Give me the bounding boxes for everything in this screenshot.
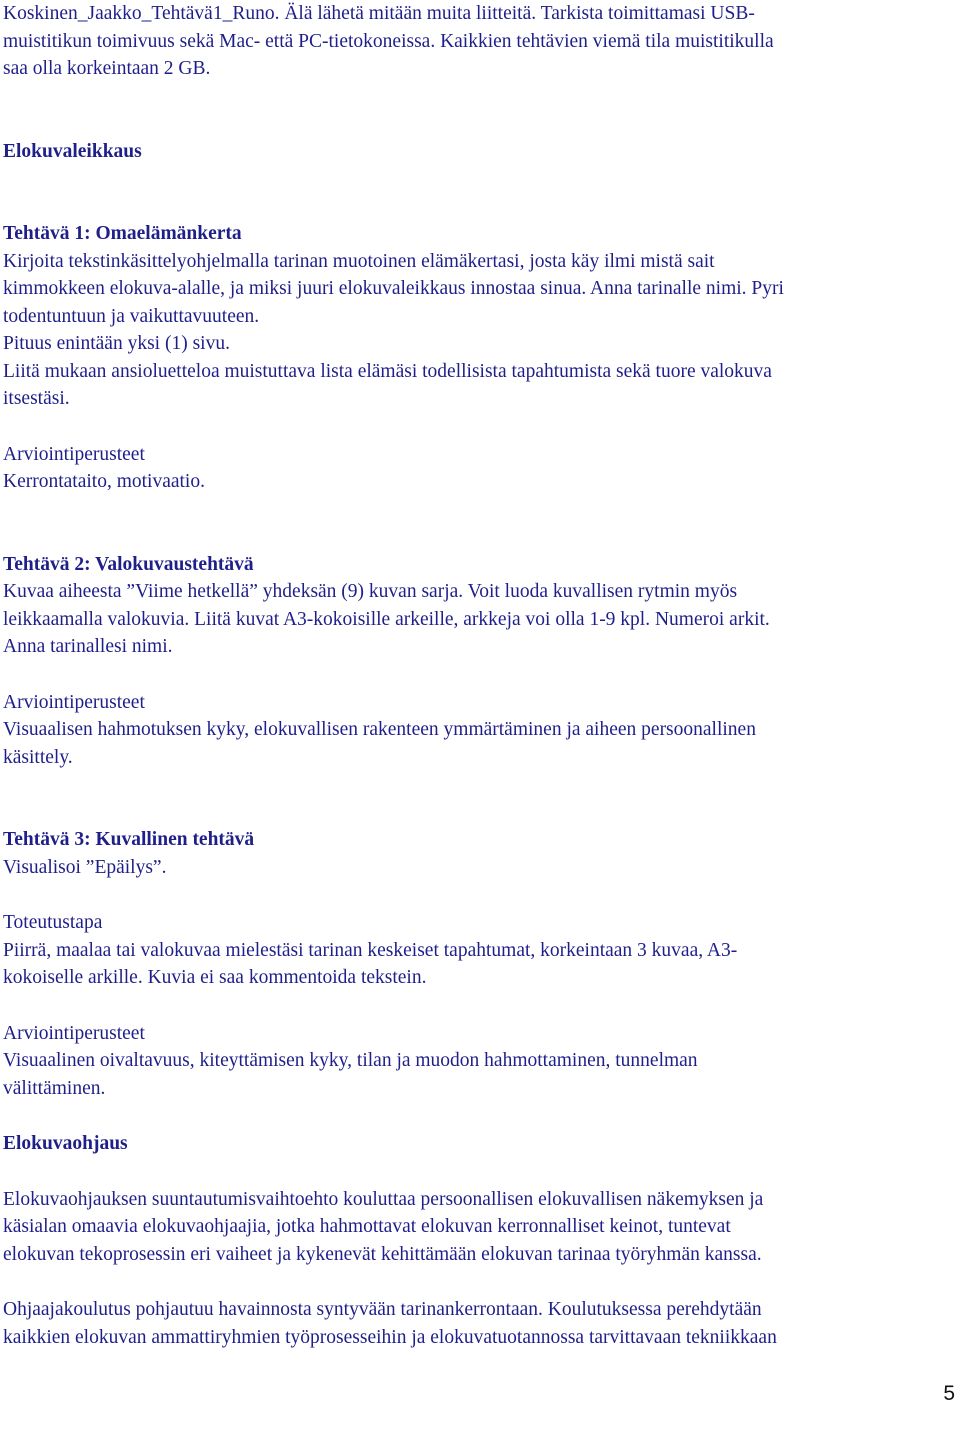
document-page (3, 0, 953, 1351)
paragraph-line: Elokuvaohjauksen suuntautumisvaihtoehto kouluttaa persoonallisen elokuvallisen näkemyksen ja (3, 1188, 764, 1210)
task-1-text-line: itsestäsi. (3, 388, 70, 409)
task-3-criteria-label: Arviointiperusteet (3, 1022, 145, 1044)
task-2-criteria-text: käsittely. (3, 746, 73, 768)
task-2-block (3, 551, 953, 772)
task-2-text-line: Anna tarinallesi nimi. (3, 636, 173, 657)
task-1-block (3, 220, 953, 496)
paragraph-line: elokuvan tekoprosessin eri vaiheet ja kykenevät kehittämään elokuvan tarinaa työryhmän kanssa. (3, 1243, 762, 1265)
task-1-text-line: Liitä mukaan ansioluetteloa muistuttava lista elämäsi todellisista tapahtumista sekä tuore valokuva (3, 360, 772, 382)
task-1-criteria-text: Kerrontataito, motivaatio. (3, 471, 205, 492)
paragraph-line: Ohjaajakoulutus pohjautuu havainnosta syntyvään tarinankerrontaan. Koulutuksessa perehdytään (3, 1299, 762, 1320)
task-3-block (3, 826, 953, 1102)
task-1-text-line: kimmokkeen elokuva-alalle, ja miksi juuri elokuvaleikkaus innostaa sinua. Anna tarinalle nimi. Pyri (3, 278, 784, 299)
header-line: saa olla korkeintaan 2 GB. (3, 58, 211, 79)
header-line: muistitikun toimivuus sekä Mac- että PC-tietokoneissa. Kaikkien tehtävien viemä tila muistitikulla (3, 30, 774, 52)
task-2-title: Tehtävä 2: Valokuvaustehtävä (3, 553, 254, 575)
page-number: 5 (943, 1382, 955, 1405)
task-1-text-line: Kirjoita tekstinkäsittelyohjelmalla tarinan muotoinen elämäkertasi, josta käy ilmi mistä sait (3, 250, 715, 272)
task-3-method-label: Toteutustapa (3, 912, 103, 933)
section-heading-elokuvaleikkaus: Elokuvaleikkaus (3, 140, 142, 162)
header-instructions (3, 0, 953, 83)
task-3-method-text: Piirrä, maalaa tai valokuvaa mielestäsi tarinan keskeiset tapahtumat, korkeintaan 3 kuvaa, A3- (3, 939, 738, 961)
task-3-title: Tehtävä 3: Kuvallinen tehtävä (3, 829, 255, 850)
task-3-criteria-text: välittäminen. (3, 1077, 106, 1099)
header-line: Koskinen_Jaakko_Tehtävä1_Runo. Älä lähetä mitään muita liitteitä. Tarkista toimittamasi USB- (3, 3, 755, 24)
task-1-criteria-label: Arviointiperusteet (3, 443, 145, 465)
task-2-criteria-label: Arviointiperusteet (3, 691, 145, 713)
task-1-text-line: todentuntuun ja vaikuttavuuteen. (3, 305, 260, 327)
paragraph-line: kaikkien elokuvan ammattiryhmien työprosesseihin ja elokuvatuotannossa tarvittavaan tekniikkaan (3, 1326, 777, 1348)
task-2-text-line: leikkaamalla valokuvia. Liitä kuvat A3-kokoisille arkeille, arkkeja voi olla 1-9 kpl. Numeroi arkit. (3, 608, 770, 630)
task-1-text-line: Pituus enintään yksi (1) sivu. (3, 333, 230, 354)
paragraph-line: käsialan omaavia elokuvaohjaajia, jotka hahmottavat elokuvan kerronnalliset keinot, tuntevat (3, 1216, 731, 1237)
task-3-text-line: Visualisoi ”Epäilys”. (3, 856, 167, 878)
task-3-criteria-text: Visuaalinen oivaltavuus, kiteyttämisen kyky, tilan ja muodon hahmottaminen, tunnelman (3, 1050, 698, 1071)
elokuvaohjaus-paragraph-1 (3, 1186, 953, 1269)
elokuvaohjaus-paragraph-2 (3, 1296, 953, 1351)
task-1-title: Tehtävä 1: Omaelämänkerta (3, 223, 242, 244)
task-3-method-text: kokoiselle arkille. Kuvia ei saa kommentoida tekstein. (3, 967, 427, 988)
task-2-text-line: Kuvaa aiheesta ”Viime hetkellä” yhdeksän (9) kuvan sarja. Voit luoda kuvallisen rytmin myös (3, 581, 738, 602)
section-heading-elokuvaohjaus: Elokuvaohjaus (3, 1133, 128, 1154)
task-2-criteria-text: Visuaalisen hahmotuksen kyky, elokuvallisen rakenteen ymmärtäminen ja aiheen persoonallinen (3, 719, 756, 740)
